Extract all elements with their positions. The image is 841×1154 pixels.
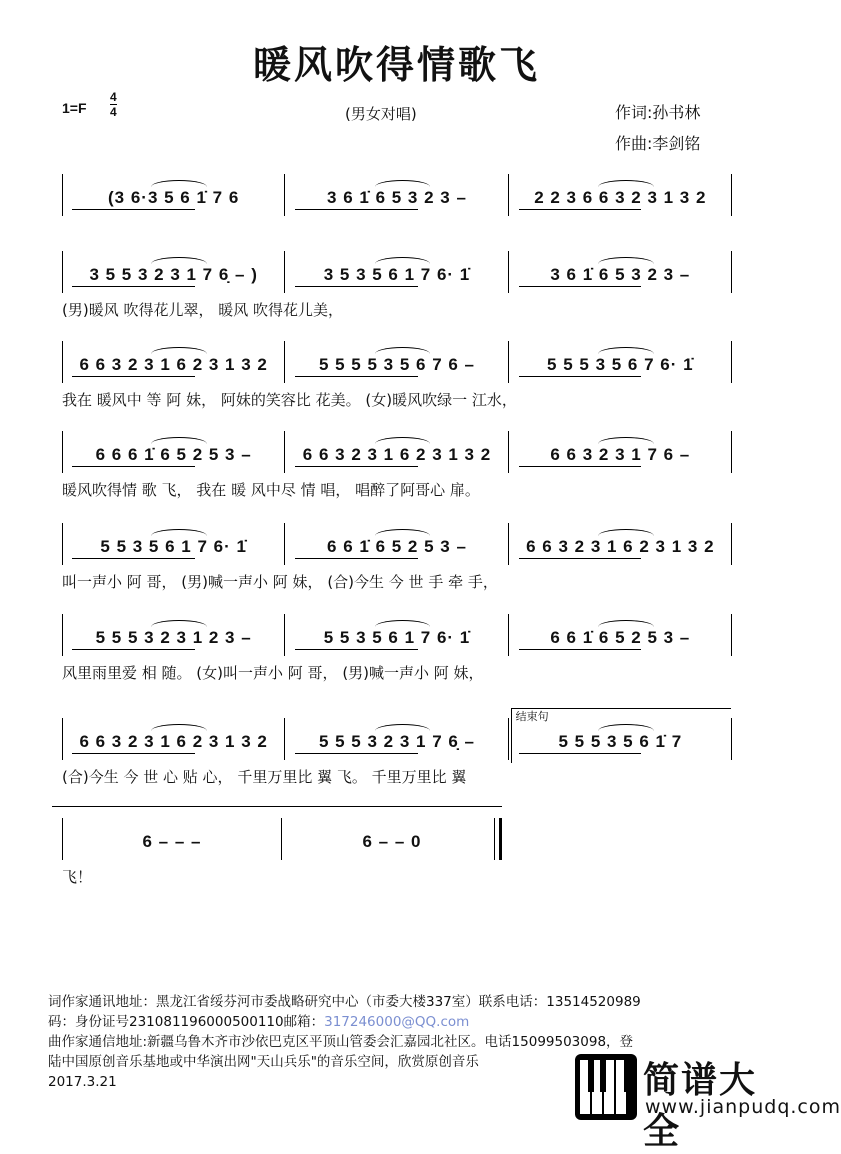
beam-line xyxy=(72,376,195,377)
page-title: 暖风吹得情歌飞 xyxy=(252,43,540,87)
footer-date: 2017.3.21 xyxy=(48,1074,117,1090)
piano-keys-icon xyxy=(575,1054,637,1120)
watermark-logo xyxy=(575,1052,841,1152)
slur-mark xyxy=(598,257,654,264)
beam-line xyxy=(519,649,642,650)
barline xyxy=(284,174,285,216)
barline xyxy=(508,718,509,760)
beam-line xyxy=(295,753,418,754)
score-system xyxy=(62,527,732,617)
barline xyxy=(731,431,732,473)
composer-credit: 作曲:李剑铭 xyxy=(615,134,701,153)
measure: 5 5 3 5 6 1 7 6· 1̇ xyxy=(323,628,471,647)
barline xyxy=(284,251,285,293)
barline xyxy=(731,718,732,760)
score-system xyxy=(62,710,732,812)
key-signature: 1=F xyxy=(62,100,87,116)
slur-mark xyxy=(598,529,654,536)
lyric-line: 暖风吹得情 歌 飞， 我在 暖 风中尽 情 唱， 唱醉了阿哥心 扉。 xyxy=(62,481,480,499)
score-system xyxy=(62,255,732,345)
lyric-line: (合)今生 今 世 心 贴 心， 千里万里比 翼 飞。 千里万里比 翼 xyxy=(62,768,467,786)
measure: 5 5 3 5 6 1 7 6· 1̇ xyxy=(100,537,247,556)
beam-line xyxy=(295,558,418,559)
footer-line-1: 词作家通讯地址：黑龙江省绥芬河市委战略研究中心（市委大楼337室）联系电话：13514520989 xyxy=(48,994,641,1010)
slur-mark xyxy=(151,437,207,444)
beam-line xyxy=(72,558,195,559)
footer-line-3: 曲作家通信地址:新疆乌鲁木齐市沙依巴克区平顶山管委会汇嘉园北社区。电话15099503098，登 xyxy=(48,1034,634,1050)
lyricist-credit: 作词:孙书林 xyxy=(615,103,701,122)
measure: 6 6 6 1̇ 6 5 2 5 3 – xyxy=(95,445,252,464)
measure: 5 5 5 3 2 3 1 2 3 – xyxy=(95,628,252,647)
barline xyxy=(731,523,732,565)
time-signature-top: 4 xyxy=(110,90,117,104)
barline xyxy=(508,251,509,293)
subtitle: (男女对唱) xyxy=(345,105,417,123)
barline xyxy=(62,431,63,473)
barline xyxy=(284,718,285,760)
slur-mark xyxy=(151,347,207,354)
measure: 6 6 1̇ 6 5 2 5 3 – xyxy=(550,628,691,647)
time-signature-bottom: 4 xyxy=(110,105,117,119)
measure: 6 6 3 2 3 1 6 2 3 1 3 2 xyxy=(79,355,268,374)
measure: 6 6 3 2 3 1 6 2 3 1 3 2 xyxy=(526,537,715,556)
barline xyxy=(284,523,285,565)
lyric-line: 飞！ xyxy=(62,868,93,886)
barline xyxy=(62,818,63,860)
watermark-url: www.jianpudq.com xyxy=(645,1096,841,1118)
final-barline-thin xyxy=(494,818,495,860)
barline xyxy=(731,174,732,216)
measure: 3 5 5 3 2 3 1 7 6̣ – ) xyxy=(89,265,258,284)
measure: 5 5 5 3 5 6 1̇ 7 xyxy=(558,732,683,751)
barline xyxy=(62,174,63,216)
ending-label: 结束句 xyxy=(515,710,549,723)
measure: 5 5 5 5 3 5 6 7 6 – xyxy=(318,355,476,374)
barline xyxy=(731,614,732,656)
slur-mark xyxy=(598,437,654,444)
slur-mark xyxy=(151,257,207,264)
barline xyxy=(62,614,63,656)
beam-line xyxy=(72,209,195,210)
beam-line xyxy=(72,466,195,467)
measure: (3 6·3 5 6 1̇ 7 6 xyxy=(108,188,240,207)
measure: 2 2 3 6 6 3 2 3 1 3 2 xyxy=(534,188,707,207)
barline xyxy=(284,341,285,383)
lyric-line: 风里雨里爱 相 随。 (女)叫一声小 阿 哥， (男)喊一声小 阿 妹， xyxy=(62,664,484,682)
beam-line xyxy=(295,466,418,467)
beam-line xyxy=(519,376,642,377)
beam-line xyxy=(295,286,418,287)
measure: 5 5 5 3 5 6 7 6· 1̇ xyxy=(547,355,694,374)
tie-line xyxy=(52,806,502,807)
barline xyxy=(62,251,63,293)
barline xyxy=(62,523,63,565)
score-system xyxy=(62,822,732,912)
score-system xyxy=(62,345,732,435)
barline xyxy=(508,523,509,565)
score-system xyxy=(62,435,732,525)
measure: 3 6 1̇ 6 5 3 2 3 – xyxy=(327,188,467,207)
barline xyxy=(508,614,509,656)
slur-mark xyxy=(151,724,207,731)
measure: 6 6 3 2 3 1 7 6 – xyxy=(550,445,691,464)
measure: 6 6 3 2 3 1 6 2 3 1 3 2 xyxy=(79,732,268,751)
measure: 5 5 5 3 2 3 1 7 6̣ – xyxy=(318,732,476,751)
beam-line xyxy=(72,649,195,650)
barline xyxy=(508,174,509,216)
footer-line-2-text: 码：身份证号231081196000500110邮箱： xyxy=(48,1014,325,1030)
watermark-text: 简谱大全 xyxy=(643,1060,758,1152)
time-signature xyxy=(110,90,117,119)
ending-bracket xyxy=(511,708,731,763)
barline xyxy=(62,341,63,383)
footer-line-2 xyxy=(48,1012,748,1032)
measure: 6 – – 0 xyxy=(362,832,422,851)
footer-email[interactable]: 317246000@QQ.com xyxy=(324,1014,470,1030)
measure: 6 – – – xyxy=(142,832,202,851)
barline xyxy=(508,341,509,383)
footer-line-4: 陆中国原创音乐基地或中华演出网"天山兵乐"的音乐空间，欣赏原创音乐 xyxy=(48,1054,479,1070)
measure: 3 5 3 5 6 1 7 6· 1̇ xyxy=(323,265,471,284)
beam-line xyxy=(519,466,642,467)
slur-mark xyxy=(598,347,654,354)
beam-line xyxy=(72,286,195,287)
beam-line xyxy=(72,753,195,754)
slur-mark xyxy=(598,180,654,187)
lyric-line: (男)暖风 吹得花儿翠， 暖风 吹得花儿美， xyxy=(62,301,344,319)
barline xyxy=(508,431,509,473)
beam-line xyxy=(519,558,642,559)
measure: 3 6 1̇ 6 5 3 2 3 – xyxy=(550,265,691,284)
lyric-line: 叫一声小 阿 哥， (男)喊一声小 阿 妹， (合)今生 今 世 手 牵 手， xyxy=(62,573,498,591)
slur-mark xyxy=(598,620,654,627)
slur-mark xyxy=(151,180,207,187)
score-system xyxy=(62,618,732,708)
beam-line xyxy=(295,209,418,210)
barline xyxy=(284,431,285,473)
beam-line xyxy=(295,376,418,377)
barline xyxy=(62,718,63,760)
slur-mark xyxy=(151,620,207,627)
beam-line xyxy=(519,209,642,210)
beam-line xyxy=(295,649,418,650)
final-barline xyxy=(499,818,502,860)
barline xyxy=(731,251,732,293)
measure: 6 6 1̇ 6 5 2 5 3 – xyxy=(327,537,467,556)
slur-mark xyxy=(151,529,207,536)
measure: 6 6 3 2 3 1 6 2 3 1 3 2 xyxy=(302,445,492,464)
beam-line xyxy=(519,286,642,287)
barline xyxy=(731,341,732,383)
barline xyxy=(284,614,285,656)
lyric-line: 我在 暖风中 等 阿 妹， 阿妹的笑容比 花美。 (女)暖风吹绿一 江水， xyxy=(62,391,517,409)
barline xyxy=(281,818,282,860)
